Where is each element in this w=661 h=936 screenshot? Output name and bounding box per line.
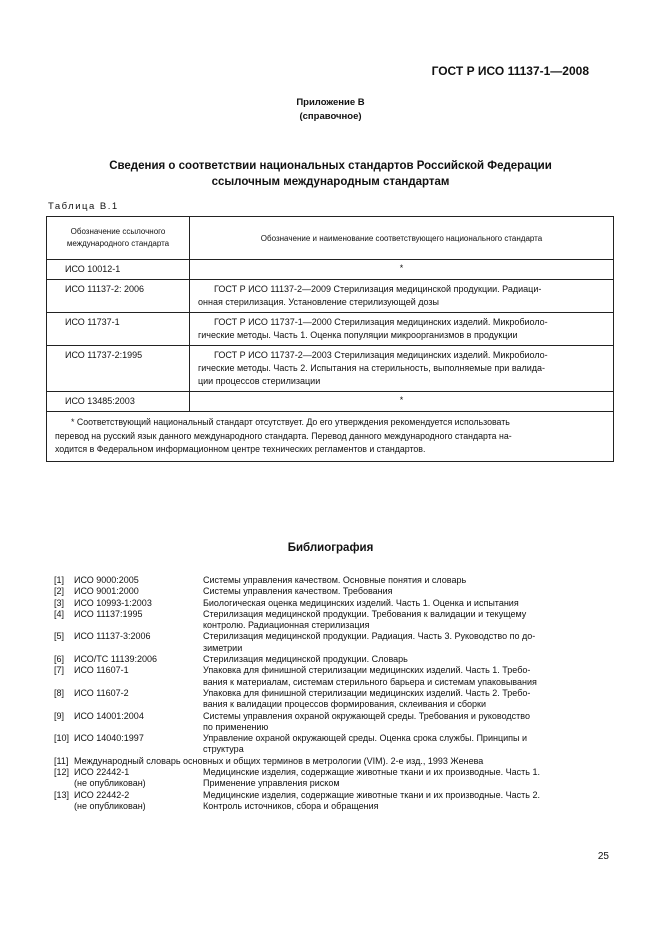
national-standard: ГОСТ Р ИСО 11137-2—2009 Стерилизация медицинской продукции. Радиаци- онная стерилизация. Установление стерилизующей дозы — [190, 280, 614, 313]
section-title-line: ссылочным международным стандартам — [211, 176, 450, 188]
list-item: [12] ИСО 22442-1 (не опубликован) Медицинские изделия, содержащие животные ткани и их производные. Часть 1. Применение управления риском — [54, 767, 540, 789]
section-title-line: Сведения о соответствии национальных стандартов Российской Федерации — [109, 160, 552, 172]
national-standard-missing: * — [190, 392, 614, 412]
column-header-reference: Обозначение ссылочного международного стандарта — [47, 217, 190, 260]
table-label: Таблица В.1 — [48, 201, 119, 212]
column-header-national: Обозначение и наименование соответствующего национального стандарта — [190, 217, 614, 260]
correspondence-table — [46, 216, 614, 462]
document-header: ГОСТ Р ИСО 11137-1—2008 — [431, 64, 589, 78]
table-header-row — [47, 217, 614, 260]
annex-title: Приложение В — [296, 97, 365, 108]
list-item: [4] ИСО 11137:1995 Стерилизация медицинской продукции. Требования к валидации и текущему контролю. Радиационная стерилизация — [54, 608, 527, 631]
list-item: [7] ИСО 11607-1 Упаковка для финишной стерилизации медицинских изделий. Часть 1. Требо- вания к материалам, системам стерильного барьера и системам упаковывания — [54, 665, 537, 687]
national-standard: ГОСТ Р ИСО 11737-2—2003 Стерилизация медицинских изделий. Микробиоло- гические методы. Часть 2. Испытания на стерильность, выполняемые при валида- ции процессов стерилизации — [190, 346, 614, 392]
section-title — [0, 158, 661, 190]
list-item: [6] ИСО/ТС 11139:2006 Стерилизация медицинской продукции. Словарь — [54, 654, 408, 665]
bibliography-list — [54, 575, 614, 812]
table-footnote-row — [47, 412, 614, 462]
table-row — [47, 392, 614, 412]
list-item: [9] ИСО 14001:2004 Системы управления охраной окружающей среды. Требования и руководство по применению — [54, 710, 530, 732]
reference-code: ИСО 13485:2003 — [47, 392, 190, 412]
table-row — [47, 260, 614, 280]
bibliography-title: Библиография — [287, 542, 374, 554]
list-item: [10] ИСО 14040:1997 Управление охраной окружающей среды. Оценка срока службы. Принципы и структура — [54, 733, 527, 755]
list-item: [5] ИСО 11137-3:2006 Стерилизация медицинской продукции. Радиация. Часть 3. Руководство по до- зиметрии — [54, 631, 536, 653]
page-number: 25 — [597, 851, 609, 862]
table-row — [47, 313, 614, 346]
table-row — [47, 280, 614, 313]
reference-code: ИСО 11737-1 — [47, 313, 190, 346]
list-item: [1] ИСО 9000:2005 Системы управления качеством. Основные понятия и словарь — [54, 575, 467, 585]
reference-code: ИСО 11137-2: 2006 — [47, 280, 190, 313]
list-item: [2] ИСО 9001:2000 Системы управления качеством. Требования — [54, 586, 393, 597]
national-standard-missing: * — [190, 260, 614, 280]
reference-code: ИСО 10012-1 — [47, 260, 190, 280]
list-item: [3] ИСО 10993-1:2003 Биологическая оценка медицинских изделий. Часть 1. Оценка и испытания — [54, 597, 519, 608]
reference-code: ИСО 11737-2:1995 — [47, 346, 190, 392]
annex-subtitle: (справочное) — [299, 111, 362, 122]
national-standard: ГОСТ Р ИСО 11737-1—2000 Стерилизация медицинских изделий. Микробиоло- гические методы. Часть 1. Оценка популяции микроорганизмов в продукции — [190, 313, 614, 346]
list-item: [8] ИСО 11607-2 Упаковка для финишной стерилизации медицинских изделий. Часть 2. Требо- вания к валидации процессов формирования, склеивания и сборки — [54, 687, 531, 710]
table-row — [47, 346, 614, 392]
annex-heading — [0, 96, 661, 124]
list-item: [13] ИСО 22442-2 (не опубликован) Медицинские изделия, содержащие животные ткани и их производные. Часть 2. Контроль источников, сбора и обращения — [54, 789, 540, 811]
table-footnote: * Соответствующий национальный стандарт отсутствует. До его утверждения рекомендуется использовать перевод на русский язык данного международного стандарта. Перевод данного международного стандарта на- ходится в Федеральном информационном центре технических регламентов и стандартов. — [47, 412, 614, 462]
list-item: [11] Международный словарь основных и общих терминов в метрологии (VIM). 2-е изд., 1993 Женева — [54, 755, 484, 766]
